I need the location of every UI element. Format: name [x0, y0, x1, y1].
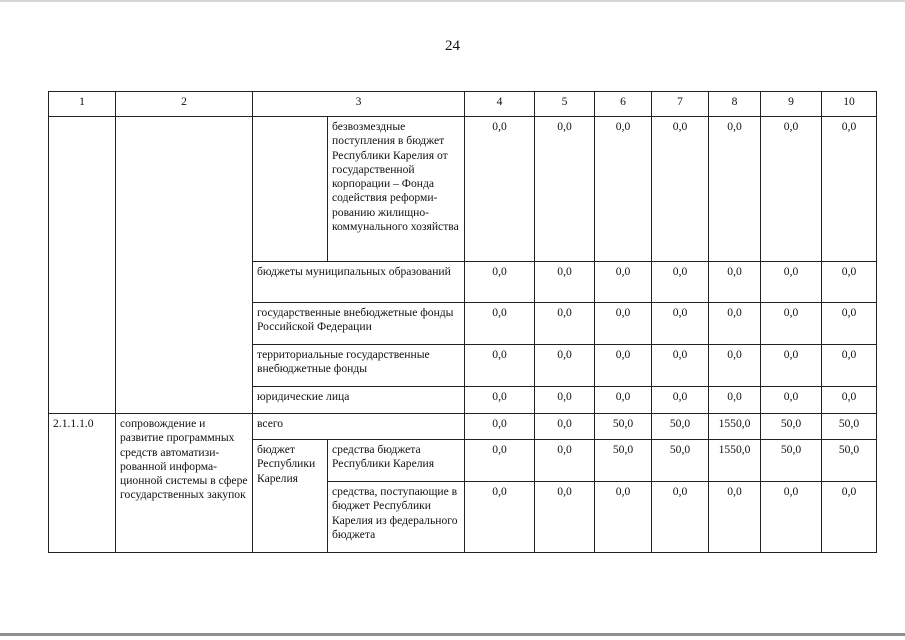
- table-row: [49, 414, 877, 440]
- value-cell: 50,0: [652, 414, 709, 440]
- value-cell: 0,0: [465, 262, 535, 303]
- value-cell: 50,0: [761, 440, 822, 482]
- value-cell: 0,0: [652, 117, 709, 262]
- activity-code: 2.1.1.1.0: [49, 414, 116, 553]
- value-cell: 0,0: [535, 440, 595, 482]
- code-cell: [49, 117, 116, 414]
- source-label: средства бюджета Республики Карелия: [328, 440, 465, 482]
- source-label: безвозмездные поступления в бюджет Республики Карелия от государственной корпорации – Фонда содействия реформи-рованию жилищно-коммунального хозяйства: [328, 117, 465, 262]
- header-cell: 8: [709, 92, 761, 117]
- value-cell: 0,0: [761, 482, 822, 553]
- header-cell: 1: [49, 92, 116, 117]
- value-cell: 0,0: [709, 117, 761, 262]
- value-cell: 0,0: [465, 482, 535, 553]
- value-cell: 0,0: [822, 345, 877, 387]
- value-cell: 0,0: [652, 262, 709, 303]
- value-cell: 0,0: [822, 387, 877, 414]
- source-label: юридические лица: [253, 387, 465, 414]
- value-cell: 50,0: [595, 440, 652, 482]
- value-cell: 0,0: [465, 117, 535, 262]
- value-cell: 0,0: [761, 303, 822, 345]
- name-cell: [116, 117, 253, 414]
- source-label: всего: [253, 414, 465, 440]
- value-cell: 1550,0: [709, 440, 761, 482]
- value-cell: 0,0: [595, 345, 652, 387]
- value-cell: 50,0: [761, 414, 822, 440]
- value-cell: 0,0: [595, 387, 652, 414]
- header-cell: 4: [465, 92, 535, 117]
- header-cell: 10: [822, 92, 877, 117]
- source-label: государственные внебюджетные фонды Российской Федерации: [253, 303, 465, 345]
- value-cell: 50,0: [595, 414, 652, 440]
- value-cell: 0,0: [465, 345, 535, 387]
- value-cell: 0,0: [595, 117, 652, 262]
- header-cell: 7: [652, 92, 709, 117]
- activity-name: сопровождение и развитие программных средств автоматизи-рованной информа-ционной системы в сфере государственных закупок: [116, 414, 253, 553]
- table-row: [49, 117, 877, 262]
- header-cell: 3: [253, 92, 465, 117]
- value-cell: 0,0: [535, 482, 595, 553]
- value-cell: 0,0: [465, 387, 535, 414]
- value-cell: 50,0: [822, 440, 877, 482]
- value-cell: 0,0: [709, 262, 761, 303]
- value-cell: 0,0: [535, 117, 595, 262]
- value-cell: 0,0: [465, 414, 535, 440]
- header-cell: 6: [595, 92, 652, 117]
- header-cell: 9: [761, 92, 822, 117]
- value-cell: 0,0: [822, 262, 877, 303]
- value-cell: 0,0: [595, 482, 652, 553]
- value-cell: 0,0: [595, 262, 652, 303]
- value-cell: 0,0: [535, 345, 595, 387]
- source-label: средства, поступающие в бюджет Республики Карелия из федерального бюджета: [328, 482, 465, 553]
- value-cell: 0,0: [761, 262, 822, 303]
- value-cell: 0,0: [761, 117, 822, 262]
- value-cell: 0,0: [652, 387, 709, 414]
- value-cell: 0,0: [709, 345, 761, 387]
- value-cell: 0,0: [535, 303, 595, 345]
- value-cell: 0,0: [535, 387, 595, 414]
- scan-top-edge: [0, 0, 905, 2]
- value-cell: 0,0: [652, 303, 709, 345]
- header-cell: 2: [116, 92, 253, 117]
- page-number: 24: [445, 38, 460, 54]
- value-cell: 0,0: [652, 345, 709, 387]
- table-header-row: [49, 92, 877, 117]
- value-cell: 1550,0: [709, 414, 761, 440]
- value-cell: 0,0: [709, 303, 761, 345]
- value-cell: 0,0: [822, 117, 877, 262]
- value-cell: 0,0: [761, 345, 822, 387]
- value-cell: 0,0: [761, 387, 822, 414]
- value-cell: 50,0: [822, 414, 877, 440]
- value-cell: 0,0: [822, 482, 877, 553]
- value-cell: 0,0: [595, 303, 652, 345]
- value-cell: 0,0: [465, 440, 535, 482]
- value-cell: 0,0: [535, 414, 595, 440]
- source-label: бюджеты муниципальных образований: [253, 262, 465, 303]
- group-cell: [253, 117, 328, 262]
- source-label: территориальные государственные внебюджетные фонды: [253, 345, 465, 387]
- value-cell: 0,0: [709, 387, 761, 414]
- value-cell: 0,0: [652, 482, 709, 553]
- value-cell: 0,0: [709, 482, 761, 553]
- budget-group-label: бюджет Республики Карелия: [253, 440, 328, 553]
- value-cell: 50,0: [652, 440, 709, 482]
- value-cell: 0,0: [822, 303, 877, 345]
- value-cell: 0,0: [535, 262, 595, 303]
- value-cell: 0,0: [465, 303, 535, 345]
- budget-table: [48, 91, 877, 553]
- scan-bottom-edge: [0, 633, 905, 636]
- header-cell: 5: [535, 92, 595, 117]
